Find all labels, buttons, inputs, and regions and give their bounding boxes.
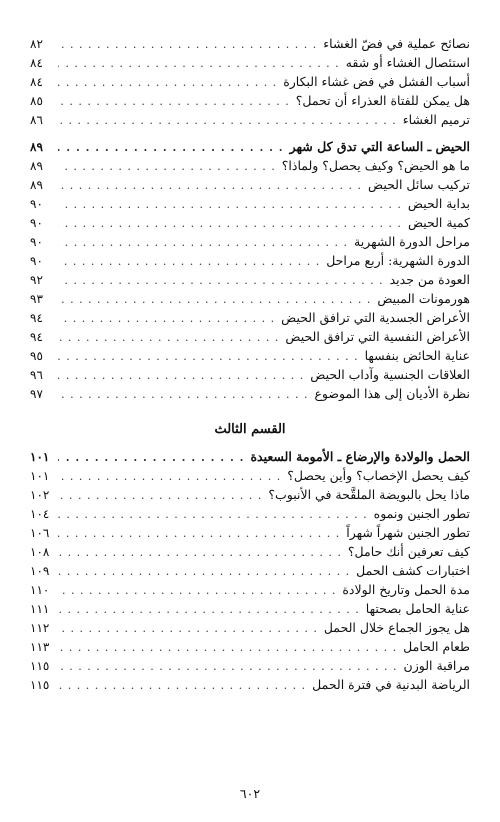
leader-dots bbox=[58, 524, 340, 543]
leader-dots bbox=[58, 73, 277, 92]
leader-dots bbox=[58, 157, 276, 176]
toc-entry bbox=[30, 656, 470, 675]
entry-page: ١٠٤ bbox=[30, 507, 50, 521]
entry-page: ٩٠ bbox=[30, 197, 43, 211]
entry-title: أسباب الفشل في فض غشاء البكارة bbox=[283, 74, 470, 89]
toc-entry bbox=[30, 365, 470, 384]
toc-entry bbox=[30, 523, 470, 542]
leader-dots bbox=[58, 486, 262, 505]
leader-dots bbox=[58, 195, 402, 214]
entry-title: ماذا يحل بالبويضة الملقَّحة في الأنبوب؟ bbox=[268, 487, 470, 502]
toc-entry bbox=[30, 110, 470, 129]
entry-page: ٨٢ bbox=[30, 37, 43, 51]
toc-entry bbox=[30, 232, 470, 251]
entry-title: بداية الحيض bbox=[407, 196, 470, 211]
page-number: ٦٠٢ bbox=[239, 786, 261, 801]
section-heading: القسم الثالث bbox=[214, 422, 286, 437]
toc-entry bbox=[30, 34, 470, 53]
leader-dots bbox=[58, 581, 336, 600]
chapter-title: الحيض ـ الساعة التي تدق كل شهر bbox=[289, 139, 470, 154]
entry-title: مدة الحمل وتاريخ الولادة bbox=[342, 582, 470, 597]
leader-dots bbox=[58, 233, 348, 252]
toc-entry bbox=[30, 485, 470, 504]
toc-entry bbox=[30, 580, 470, 599]
leader-dots bbox=[58, 638, 397, 657]
toc-entry bbox=[30, 156, 470, 175]
toc-group-1 bbox=[30, 34, 470, 129]
entry-title: مراقبة الوزن bbox=[403, 658, 470, 673]
leader-dots bbox=[58, 543, 342, 562]
leader-dots bbox=[58, 619, 318, 638]
leader-dots bbox=[58, 92, 290, 111]
entry-page: ٨٦ bbox=[30, 113, 43, 127]
leader-dots bbox=[58, 111, 397, 130]
toc-group-3 bbox=[30, 466, 470, 694]
entry-page: ١١٥ bbox=[30, 659, 50, 673]
toc-entry bbox=[30, 327, 470, 346]
leader-dots bbox=[58, 448, 244, 467]
toc-entry bbox=[30, 72, 470, 91]
toc-entry bbox=[30, 308, 470, 327]
entry-title: مراحل الدورة الشهرية bbox=[354, 234, 470, 249]
toc-entry bbox=[30, 251, 470, 270]
entry-page: ٨٩ bbox=[30, 178, 43, 192]
entry-page: ٩٢ bbox=[30, 273, 43, 287]
entry-page: ٨٤ bbox=[30, 56, 43, 70]
entry-page: ١١٠ bbox=[30, 583, 50, 597]
leader-dots bbox=[58, 54, 340, 73]
toc-entry bbox=[30, 175, 470, 194]
entry-title: هورمونات المبيض bbox=[377, 291, 470, 306]
entry-title: كيف يحصل الإخصاب؟ وأين يحصل؟ bbox=[287, 468, 470, 483]
entry-title: كيف تعرفين أنك حامل؟ bbox=[347, 544, 470, 559]
toc-entry bbox=[30, 91, 470, 110]
chapter-heading bbox=[30, 137, 470, 156]
leader-dots bbox=[58, 271, 384, 290]
entry-title: استئصال الغشاء أو شقه bbox=[345, 55, 470, 70]
leader-dots bbox=[58, 309, 275, 328]
leader-dots bbox=[58, 562, 350, 581]
entry-page: ٩٣ bbox=[30, 292, 43, 306]
toc-entry bbox=[30, 466, 470, 485]
entry-title: عناية الحامل بصحتها bbox=[365, 601, 470, 616]
entry-title: هل يجوز الجماع خلال الحمل bbox=[323, 620, 470, 635]
leader-dots bbox=[58, 35, 317, 54]
entry-title: تطور الجنين ونموه bbox=[373, 506, 470, 521]
leader-dots bbox=[58, 600, 360, 619]
leader-dots bbox=[58, 290, 371, 309]
entry-page: ١١١ bbox=[30, 602, 50, 616]
toc-entry bbox=[30, 675, 470, 694]
entry-title: تركيب سائل الحيض bbox=[368, 177, 470, 192]
entry-page: ٩٥ bbox=[30, 349, 43, 363]
entry-page: ٩٠ bbox=[30, 235, 43, 249]
leader-dots bbox=[58, 467, 281, 486]
toc-entry bbox=[30, 599, 470, 618]
entry-title: عناية الحائض بنفسها bbox=[364, 348, 470, 363]
toc-entry bbox=[30, 270, 470, 289]
entry-page: ٨٥ bbox=[30, 94, 43, 108]
toc-entry bbox=[30, 346, 470, 365]
entry-title: ترميم الغشاء bbox=[402, 112, 470, 127]
leader-dots bbox=[58, 214, 402, 233]
entry-title: الدورة الشهرية: أربع مراحل bbox=[326, 253, 470, 268]
chapter-page: ١٠١ bbox=[30, 450, 50, 464]
entry-title: نصائح عملية في فضّ الغشاء bbox=[323, 36, 470, 51]
chapter-heading bbox=[30, 447, 470, 466]
toc-entry bbox=[30, 561, 470, 580]
leader-dots bbox=[58, 385, 308, 404]
toc-entry bbox=[30, 637, 470, 656]
entry-title: هل يمكن للفتاة العذراء أن تحمل؟ bbox=[295, 93, 470, 108]
entry-page: ١٠٨ bbox=[30, 545, 50, 559]
entry-page: ١١٥ bbox=[30, 678, 50, 692]
chapter-page: ٨٩ bbox=[30, 140, 43, 154]
leader-dots bbox=[58, 176, 362, 195]
entry-page: ٩٤ bbox=[30, 311, 43, 325]
entry-page: ٨٩ bbox=[30, 159, 43, 173]
toc-entry bbox=[30, 213, 470, 232]
toc-entry bbox=[30, 53, 470, 72]
entry-title: ما هو الحيض؟ وكيف يحصل؟ ولماذا؟ bbox=[281, 158, 470, 173]
chapter-title: الحمل والولادة والإرضاع ـ الأمومة السعيدة bbox=[250, 449, 470, 464]
entry-title: الأعراض الجسدية التي ترافق الحيض bbox=[281, 310, 470, 325]
toc-group-2 bbox=[30, 156, 470, 403]
entry-title: العلاقات الجنسية وآداب الحيض bbox=[310, 367, 470, 382]
toc-entry bbox=[30, 289, 470, 308]
toc-entry bbox=[30, 194, 470, 213]
leader-dots bbox=[58, 138, 284, 157]
entry-page: ١٠٢ bbox=[30, 488, 50, 502]
entry-title: الأعراض النفسية التي ترافق الحيض bbox=[285, 329, 470, 344]
leader-dots bbox=[58, 252, 320, 271]
toc-entry bbox=[30, 542, 470, 561]
entry-page: ٩٧ bbox=[30, 387, 43, 401]
leader-dots bbox=[58, 366, 304, 385]
toc-entry bbox=[30, 618, 470, 637]
entry-page: ٨٤ bbox=[30, 75, 43, 89]
entry-page: ٩٠ bbox=[30, 216, 43, 230]
toc-entry bbox=[30, 504, 470, 523]
leader-dots bbox=[58, 328, 279, 347]
entry-page: ١٠٩ bbox=[30, 564, 50, 578]
leader-dots bbox=[58, 657, 398, 676]
spacer bbox=[30, 129, 470, 137]
entry-title: العودة من جديد bbox=[389, 272, 470, 287]
entry-title: طعام الحامل bbox=[403, 639, 470, 654]
entry-page: ٩٠ bbox=[30, 254, 43, 268]
entry-page: ١٠١ bbox=[30, 469, 50, 483]
entry-page: ٩٤ bbox=[30, 330, 43, 344]
entry-page: ٩٦ bbox=[30, 368, 43, 382]
entry-title: اختبارات كشف الحمل bbox=[356, 563, 470, 578]
toc-entry bbox=[30, 384, 470, 403]
leader-dots bbox=[58, 347, 359, 366]
entry-page: ١١٢ bbox=[30, 621, 50, 635]
entry-title: الرياضة البدنية في فترة الحمل bbox=[312, 677, 470, 692]
entry-title: تطور الجنين شهراً شهراً bbox=[346, 525, 470, 540]
entry-title: نظرة الأديان إلى هذا الموضوع bbox=[314, 386, 470, 401]
leader-dots bbox=[58, 505, 368, 524]
entry-page: ١٠٦ bbox=[30, 526, 50, 540]
entry-title: كمية الحيض bbox=[407, 215, 470, 230]
leader-dots bbox=[58, 676, 306, 695]
entry-page: ١١٣ bbox=[30, 640, 50, 654]
